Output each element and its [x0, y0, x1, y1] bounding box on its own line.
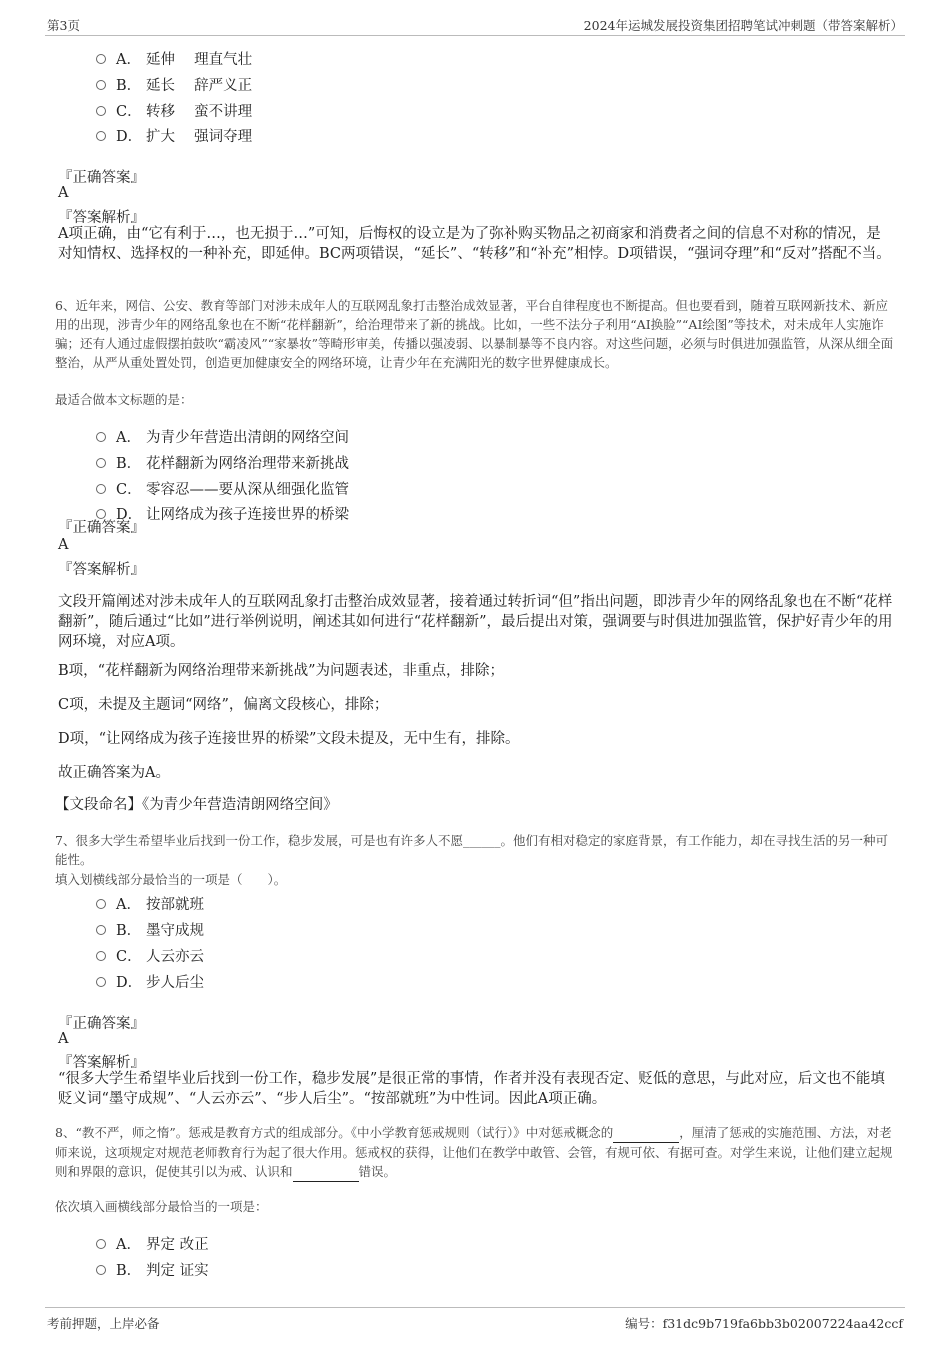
radio-icon — [96, 1265, 106, 1275]
q6-analysis-paragraph: D项，“让网络成为孩子连接世界的桥梁”文段未提及，无中生有，排除。 — [58, 731, 520, 747]
q5-option-a[interactable]: A． 延伸 理直气壮 — [96, 48, 252, 69]
q8-prompt: 依次填入画横线部分最恰当的一项是： — [55, 1199, 268, 1214]
q5-analysis: A项正确，由“它有利于…，也无损于…”可知，后悔权的设立是为了弥补购买物品之初商家和消费者之间的信息不对称的情况，是对知情权、选择权的一种补充，即延伸。BC两项错误，“延长”、“转移”和“补充”相悖。D项错误，“强词夺理”和“反对”搭配不当。 — [58, 226, 891, 262]
q7-stem: 7、很多大学生希望毕业后找到一份工作，稳步发展，可是也有许多人不愿______。他们有相对稳定的家庭背景，有工作能力，却在寻找生活的另一种可能性。 — [55, 833, 888, 867]
radio-icon — [96, 1239, 106, 1249]
q6-option-a[interactable]: A． 为青少年营造出清朗的网络空间 — [96, 426, 349, 447]
q6-analysis-label: 『答案解析』 — [58, 562, 145, 578]
q7-answer: A — [58, 1031, 69, 1047]
radio-icon — [96, 925, 106, 935]
q5-option-b[interactable]: B． 延长 辞严义正 — [96, 74, 252, 95]
q7-option-d[interactable]: D． 步人后尘 — [96, 971, 204, 992]
q5-option-d[interactable]: D． 扩大 强词夺理 — [96, 125, 252, 146]
q7-analysis: “很多大学生希望毕业后找到一份工作，稳步发展”是很正常的事情，作者并没有表现否定、贬低的意思，与此对应，后文也不能填贬义词“墨守成规”、“人云亦云”、“步人后尘”。“按部就班”为中性词。因此A项正确。 — [58, 1071, 885, 1107]
radio-icon — [96, 977, 106, 987]
document-title: 2024年运城发展投资集团招聘笔试冲刺题（带答案解析） — [583, 18, 903, 33]
q7-blank: ______ — [462, 833, 501, 848]
radio-icon — [96, 458, 106, 468]
radio-icon — [96, 54, 106, 64]
header-divider — [45, 35, 905, 36]
radio-icon — [96, 131, 106, 141]
q8-option-a[interactable]: A． 界定 改正 — [96, 1233, 209, 1254]
radio-icon — [96, 106, 106, 116]
q7-analysis-label: 『答案解析』 — [58, 1055, 145, 1071]
q5-analysis-label: 『答案解析』 — [58, 210, 145, 226]
q8-option-b[interactable]: B． 判定 证实 — [96, 1259, 209, 1280]
q7-prompt: 填入划横线部分最恰当的一项是（ ）。 — [55, 872, 287, 887]
page-number: 第3页 — [47, 18, 80, 33]
q6-analysis-paragraph: 文段开篇阐述对涉未成年人的互联网乱象打击整治成效显著，接着通过转折词“但”指出问题，即涉青少年的网络乱象也在不断“花样翻新”，随后通过“比如”进行举例说明，阐述其如何进行“花样翻新”，最后提出对策，强调要与时俱进加强监管，保护好青少年的用网环境，对应A项。 — [58, 594, 893, 650]
q7-option-b[interactable]: B． 墨守成规 — [96, 919, 204, 940]
q6-prompt: 最适合做本文标题的是： — [55, 392, 193, 407]
q6-option-c[interactable]: C． 零容忍——要从深从细强化监管 — [96, 478, 349, 499]
footer-slogan: 考前押题，上岸必备 — [47, 1316, 160, 1331]
footer-divider — [45, 1307, 905, 1308]
q5-answer: A — [58, 185, 69, 201]
q5-option-c[interactable]: C． 转移 蛮不讲理 — [96, 100, 252, 121]
q6-analysis-paragraph: 故正确答案为A。 — [58, 765, 170, 781]
q6-option-d[interactable]: D． 让网络成为孩子连接世界的桥梁 — [96, 503, 349, 524]
radio-icon — [96, 951, 106, 961]
q6-passage: 6、近年来，网信、公安、教育等部门对涉未成年人的互联网乱象打击整治成效显著，平台自律程度也不断提高。但也要看到，随着互联网新技术、新应用的出现，涉青少年的网络乱象也在不断“花样翻新”，给治理带来了新的挑战。比如，一些不法分子利用“AI换脸”“AI绘图”等技术，对未成年人实施诈骗；还有人通过虚假摆拍鼓吹“霸凌风”“家暴妆”等畸形审美，传播以强凌弱、以暴制暴等不良内容。对这些问题，必须与时俱进加强监管，从深从细全面整治，从严从重处置处罚，创造更加健康安全的网络环境，让青少年在充满阳光的数字世界健康成长。 — [55, 298, 894, 370]
q7-option-c[interactable]: C． 人云亦云 — [96, 945, 204, 966]
document-code: 编号：f31dc9b719fa6bb3b02007224aa42ccf — [625, 1316, 903, 1331]
q7-answer-label: 『正确答案』 — [58, 1016, 145, 1032]
q7-option-a[interactable]: A． 按部就班 — [96, 893, 204, 914]
q8-blank-1 — [613, 1123, 679, 1143]
q6-option-b[interactable]: B． 花样翻新为网络治理带来新挑战 — [96, 452, 349, 473]
q6-passage-title: 【文段命名】《为青少年营造清朗网络空间》 — [55, 797, 338, 813]
q8-stem: 8、“教不严，师之惰”。惩戒是教育方式的组成部分。《中小学教育惩戒规则（试行）》中对惩戒概念的 ，厘清了惩戒的实施范围、方法，对老师来说，这项规定对规范老师教育行为起了很大作用。惩戒权的获得，让他们在教学中敢管、会管，有规可依、有据可查。对学生来说，让他们建立起规则和界限的意识，促使其引以为戒、认识和 错误。 — [55, 1123, 895, 1182]
radio-icon — [96, 484, 106, 494]
radio-icon — [96, 899, 106, 909]
radio-icon — [96, 432, 106, 442]
radio-icon — [96, 80, 106, 90]
q6-analysis-paragraph: B项，“花样翻新为网络治理带来新挑战”为问题表述，非重点，排除； — [58, 663, 504, 679]
q6-answer-label: 『正确答案』 — [58, 520, 145, 536]
q6-answer: A — [58, 537, 69, 553]
q5-answer-label: 『正确答案』 — [58, 170, 145, 186]
q8-blank-2 — [293, 1162, 359, 1182]
q6-analysis-paragraph: C项，未提及主题词“网络”，偏离文段核心，排除； — [58, 697, 389, 713]
